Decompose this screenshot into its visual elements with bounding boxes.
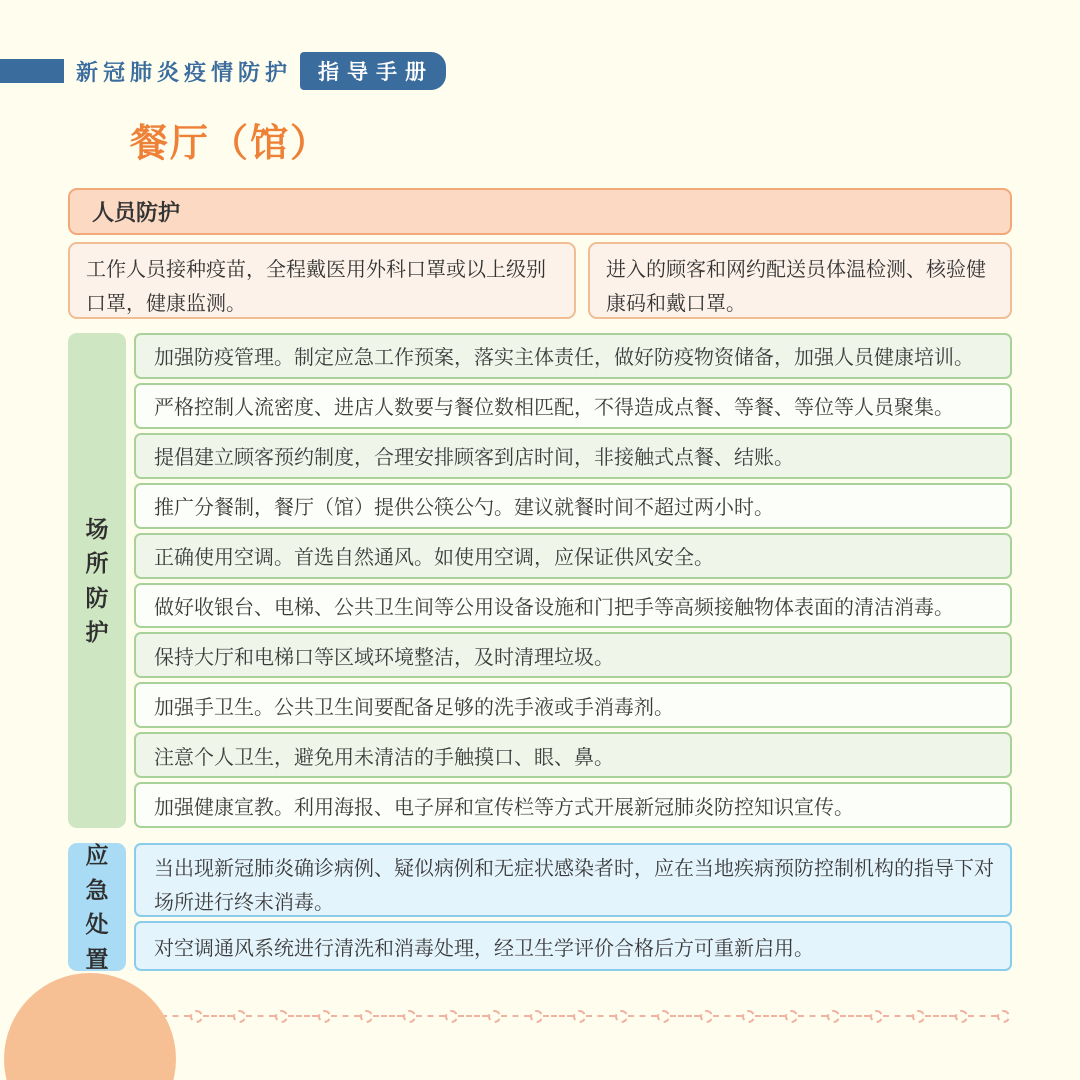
chain-dot [615, 1010, 628, 1023]
accent-bar [0, 59, 64, 83]
brand-header [0, 56, 446, 86]
venue-item: 注意个人卫生，避免用未清洁的手触摸口、眼、鼻。 [134, 732, 1012, 778]
venue-rail [68, 333, 126, 828]
personnel-boxes [68, 242, 1012, 319]
chain-dot [275, 1010, 288, 1023]
chain-dash [628, 1015, 657, 1017]
venue-item: 加强防疫管理。制定应急工作预案，落实主体责任，做好防疫物资储备，加强人员健康培训。 [134, 333, 1012, 379]
section-header-personnel: 人员防护 [68, 188, 1012, 235]
chain-dot [657, 1010, 670, 1023]
chain-dash [670, 1015, 699, 1017]
chain-dash [246, 1015, 275, 1017]
chain-dash [586, 1015, 615, 1017]
venue-item: 推广分餐制，餐厅（馆）提供公筷公勺。建议就餐时间不超过两小时。 [134, 483, 1012, 529]
chain-dot [360, 1010, 373, 1023]
chain-dash [501, 1015, 530, 1017]
chain-dot [870, 1010, 883, 1023]
chain-dot [233, 1010, 246, 1023]
venue-item: 严格控制人流密度、进店人数要与餐位数相匹配，不得造成点餐、等餐、等位等人员聚集。 [134, 383, 1012, 429]
chain-dash [925, 1015, 954, 1017]
chain-dash [373, 1015, 402, 1017]
chain-dot [318, 1010, 331, 1023]
chain-dot [912, 1010, 925, 1023]
chain-dot [955, 1010, 968, 1023]
chain-dot [445, 1010, 458, 1023]
chain-dash [883, 1015, 912, 1017]
dashed-chain-decoration [148, 1008, 1010, 1024]
venue-item: 提倡建立顾客预约制度，合理安排顾客到店时间，非接触式点餐、结账。 [134, 433, 1012, 479]
chain-dash [458, 1015, 487, 1017]
chain-dash [203, 1015, 232, 1017]
chain-dash [331, 1015, 360, 1017]
chain-dot [700, 1010, 713, 1023]
chain-dot [403, 1010, 416, 1023]
chain-dot [997, 1010, 1010, 1023]
chain-dot [742, 1010, 755, 1023]
personnel-item: 工作人员接种疫苗，全程戴医用外科口罩或以上级别口罩，健康监测。 [68, 242, 576, 319]
chain-dash [416, 1015, 445, 1017]
page-title: 餐厅（馆） [130, 123, 331, 165]
personnel-item: 进入的顾客和网约配送员体温检测、核验健康码和戴口罩。 [588, 242, 1012, 319]
section-emergency [68, 843, 1012, 971]
chain-dot [530, 1010, 543, 1023]
venue-rail-label: 场所防护 [85, 515, 109, 645]
emergency-item: 对空调通风系统进行清洗和消毒处理，经卫生学评价合格后方可重新启用。 [134, 921, 1012, 971]
chain-dot [827, 1010, 840, 1023]
venue-item: 做好收银台、电梯、公共卫生间等公用设备设施和门把手等高频接触物体表面的清洁消毒。 [134, 583, 1012, 629]
chain-dash [968, 1015, 997, 1017]
chain-dot [488, 1010, 501, 1023]
brand-badge: 指导手册 [300, 52, 446, 90]
venue-item: 加强手卫生。公共卫生间要配备足够的洗手液或手消毒剂。 [134, 682, 1012, 728]
emergency-item: 当出现新冠肺炎确诊病例、疑似病例和无症状感染者时，应在当地疾病预防控制机构的指导下对场所进行终末消毒。 [134, 843, 1012, 917]
corner-circle-decoration [4, 973, 176, 1080]
chain-dash [543, 1015, 572, 1017]
chain-dot [785, 1010, 798, 1023]
chain-dash [755, 1015, 784, 1017]
chain-dash [288, 1015, 317, 1017]
chain-dash [840, 1015, 869, 1017]
section-venue [68, 333, 1012, 828]
venue-item: 加强健康宣教。利用海报、电子屏和宣传栏等方式开展新冠肺炎防控知识宣传。 [134, 782, 1012, 828]
chain-dash [713, 1015, 742, 1017]
chain-dot [573, 1010, 586, 1023]
venue-rows [134, 333, 1012, 828]
chain-dot [190, 1010, 203, 1023]
emergency-rail-label: 应急处置 [85, 842, 109, 972]
emergency-rows [134, 843, 1012, 971]
chain-dash [798, 1015, 827, 1017]
venue-item: 正确使用空调。首选自然通风。如使用空调，应保证供风安全。 [134, 533, 1012, 579]
emergency-rail [68, 843, 126, 971]
brand-title: 新冠肺炎疫情防护 [76, 59, 293, 85]
venue-item: 保持大厅和电梯口等区域环境整洁，及时清理垃圾。 [134, 632, 1012, 678]
